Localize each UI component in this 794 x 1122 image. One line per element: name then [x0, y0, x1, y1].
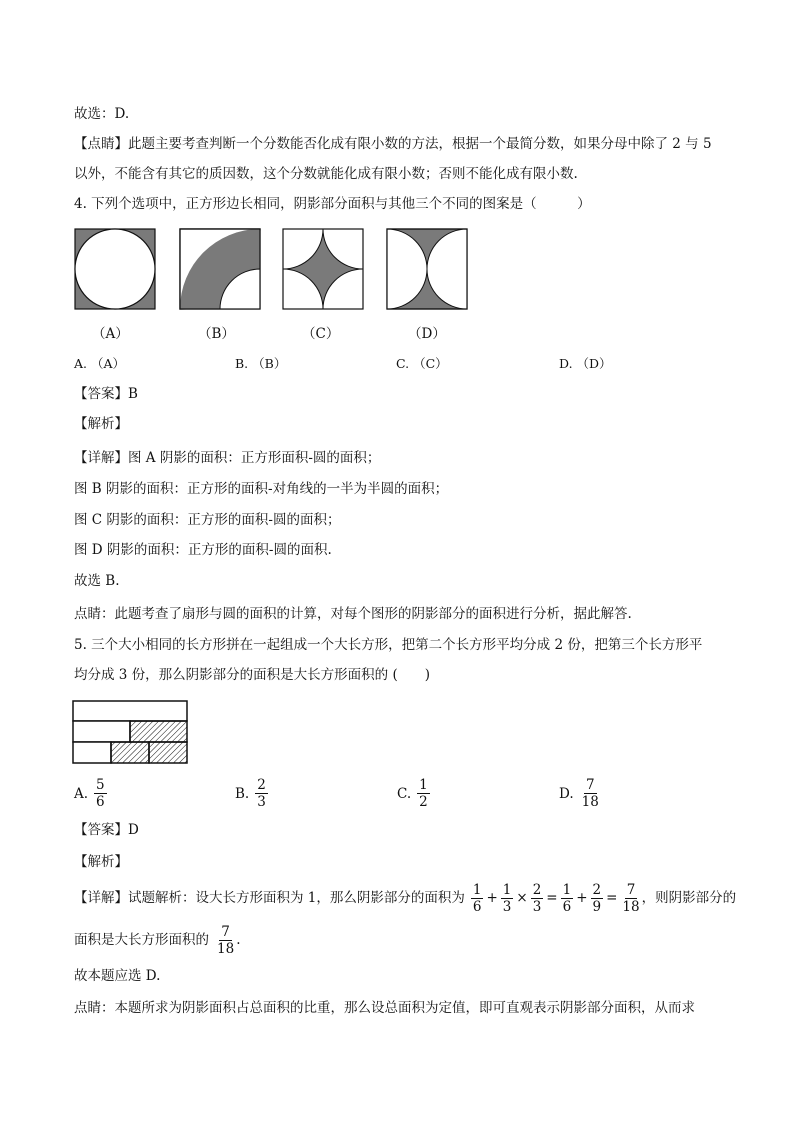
figure-d-caption: （D） [408, 326, 446, 342]
figure-b [179, 228, 261, 310]
text-line: 故本题应选 D. [74, 968, 161, 984]
detail-line-2 [74, 920, 240, 960]
text: 【详解】试题解析：设大长方形面积为 1，那么阴影部分的面积为 [74, 890, 465, 906]
option-c[interactable] [397, 777, 430, 810]
formula: $\frac{1}{6}$ + $\frac{1}{3}$ × $\frac{2}{3}$ = $\frac{1}{6}$ + $\frac{2}{9}$ = $\frac{7}{18}$ [472, 881, 640, 915]
text-line: 点睛：此题考查了扇形与圆的面积的计算，对每个图形的阴影部分的面积进行分析，据此解答. [74, 606, 632, 622]
text-line: 图 D 阴影的面积：正方形的面积-圆的面积. [74, 542, 332, 558]
option-b[interactable] [235, 777, 268, 810]
option-d[interactable] [559, 777, 601, 810]
option-b[interactable]: B. （B） [235, 356, 287, 371]
text-line: 【点睛】此题主要考查判断一个分数能否化成有限小数的方法，根据一个最简分数，如果分母中除了 2 与 5 [74, 136, 712, 152]
figure-c-caption: （C） [302, 326, 340, 342]
text: . [236, 932, 241, 948]
figure-d [386, 228, 468, 310]
text-line: 【详解】图 A 阴影的面积：正方形面积-圆的面积； [74, 450, 381, 466]
text-line: 故选 B. [74, 573, 120, 589]
option-a[interactable]: A. （A） [74, 356, 126, 371]
question-4: 4. 下列个选项中，正方形边长相同，阴影部分面积与其他三个不同的图案是（ ） [74, 196, 591, 212]
question-5: 5. 三个大小相同的长方形拼在一起组成一个大长方形，把第二个长方形平均分成 2 份，把第三个长方形平 [74, 637, 703, 653]
figure-a-caption: （A） [92, 326, 129, 342]
text: ，则阴影部分的 [641, 890, 737, 906]
analysis-label: 【解析】 [74, 854, 128, 870]
option-label: B. [235, 785, 250, 802]
option-label: C. [397, 785, 412, 802]
fraction: $\frac{7}{18}$ [581, 777, 599, 810]
option-c[interactable]: C. （C） [396, 356, 448, 371]
analysis-label: 【解析】 [74, 416, 128, 432]
text-line: 故选：D. [74, 106, 130, 122]
text: 面积是大长方形面积的 [74, 932, 209, 948]
text-line: 以外，不能含有其它的质因数，这个分数就能化成有限小数；否则不能化成有限小数. [74, 166, 578, 182]
fraction: $\frac{2}{3}$ [257, 777, 266, 810]
option-a[interactable] [74, 777, 107, 810]
figure-a [74, 228, 156, 310]
text-line: 点睛：本题所求为阴影面积占总面积的比重，那么设总面积为定值，即可直观表示阴影部分面积，从而求 [74, 1000, 695, 1016]
answer-label: 【答案】D [74, 822, 139, 838]
figure-b-caption: （B） [198, 326, 235, 342]
option-d[interactable]: D. （D） [559, 356, 612, 371]
answer-label: 【答案】B [74, 386, 138, 402]
text-line: 图 B 阴影的面积：正方形的面积-对角线的一半为半圆的面积； [74, 481, 449, 497]
text-line: 图 C 阴影的面积：正方形的面积-圆的面积； [74, 512, 341, 528]
rectangle-figure [72, 700, 190, 766]
fraction: $\frac{1}{2}$ [419, 777, 428, 810]
option-label: D. [559, 785, 574, 802]
fraction: $\frac{7}{18}$ [217, 923, 235, 957]
figure-c [282, 228, 364, 310]
fraction: $\frac{5}{6}$ [96, 777, 105, 810]
question-5-cont: 均分成 3 份，那么阴影部分的面积是大长方形面积的 ( ) [74, 667, 430, 683]
option-label: A. [74, 785, 89, 802]
detail-line [74, 878, 736, 918]
